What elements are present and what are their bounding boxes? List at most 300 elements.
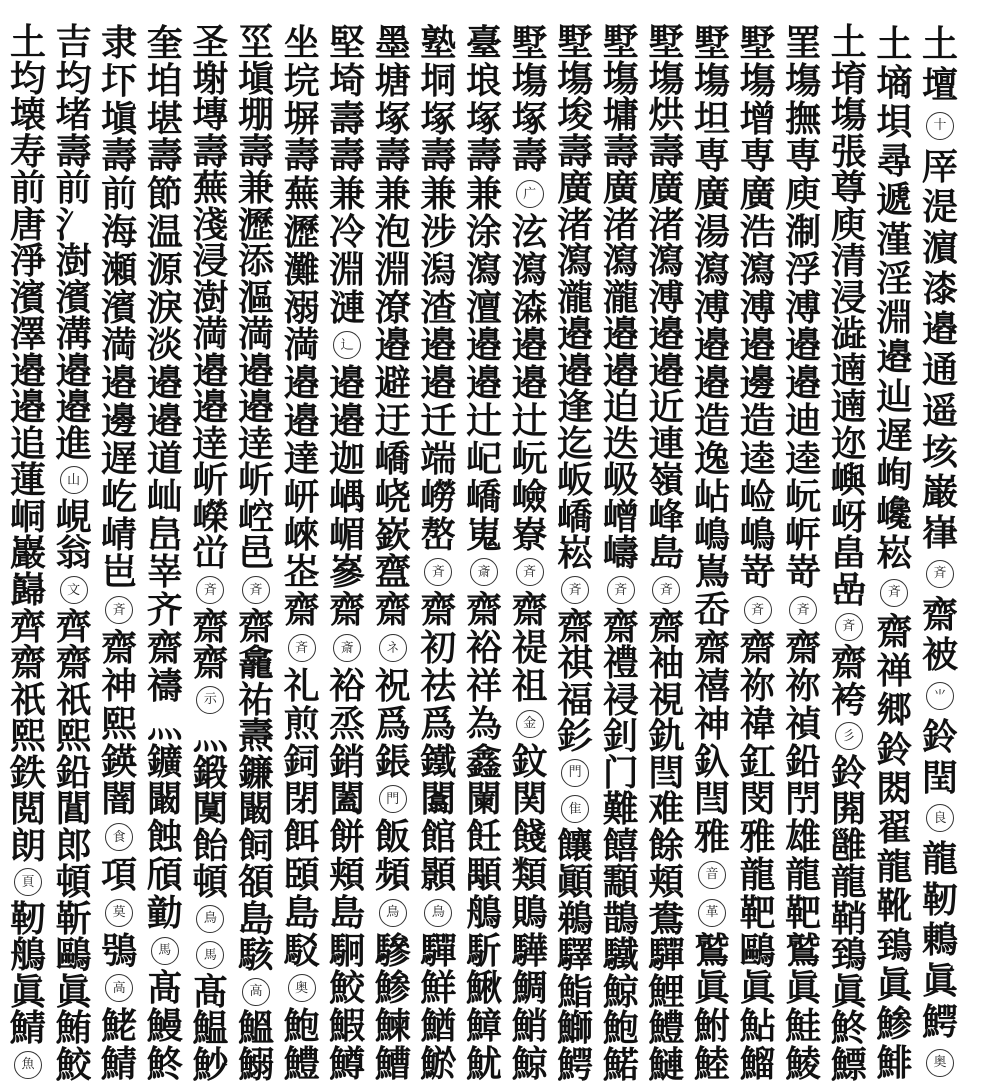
kanji-character: 蕪: [192, 167, 229, 210]
radical-badge: [416, 554, 460, 592]
radical-badge: [508, 705, 552, 743]
radical-badge: [827, 608, 871, 645]
kanji-character: 瀧: [557, 276, 594, 319]
kanji-character: 溥: [739, 286, 776, 329]
kanji-character: 邉: [146, 400, 183, 443]
kanji-character: 齋: [739, 627, 776, 670]
kanji-character: 齋: [283, 589, 320, 632]
kanji-character: 鍛: [192, 751, 229, 794]
kanji-character: 淵: [374, 248, 411, 291]
kanji-character: 浸: [830, 276, 867, 319]
kanji-character: 餅: [329, 816, 366, 859]
kanji-character: 寿: [9, 130, 46, 173]
kanji-character: 浮: [785, 248, 822, 291]
kanji-character: 鵙: [511, 891, 548, 934]
kanji-character: 墉: [602, 94, 639, 137]
kanji-character: 眞: [921, 960, 958, 1003]
kanji-character: 齋: [9, 642, 46, 685]
kanji-character: 壽: [146, 135, 183, 178]
radical-badge-label: 斉: [516, 558, 544, 586]
kanji-character: 鰯: [237, 1043, 274, 1086]
kanji-character: 眞: [876, 963, 913, 1006]
radical-badge-label: 山: [60, 466, 88, 494]
kanji-character: 項: [101, 853, 138, 896]
kanji-character: 邉: [55, 386, 92, 429]
kanji-character: 朗: [9, 824, 46, 867]
kanji-character: 罣: [785, 21, 822, 64]
kanji-character: 飪: [465, 816, 502, 859]
kanji-character: 鰮: [237, 1007, 274, 1050]
radical-badge: [918, 676, 962, 717]
radical-badge-label: 示: [196, 686, 224, 714]
kanji-character: 翟: [876, 807, 913, 850]
kanji-character: 堪: [146, 97, 183, 140]
kanji-character: 郎: [55, 824, 92, 867]
kanji-character: 鉛: [785, 740, 822, 783]
kanji-character: 駁: [283, 929, 320, 972]
kanji-character: 垌: [420, 59, 457, 102]
kanji-character: 魦: [192, 1043, 229, 1086]
kanji-character: 閆: [648, 751, 685, 794]
kanji-character: 灬: [192, 715, 229, 758]
kanji-character: 兼: [465, 173, 502, 216]
radical-badge: [52, 572, 96, 609]
kanji-character: 邉: [876, 336, 913, 379]
kanji-character: 嶸: [192, 495, 229, 538]
kanji-character: 鰤: [557, 1007, 594, 1050]
kanji-character: 閞: [830, 788, 867, 831]
kanji-character: 壽: [465, 135, 502, 178]
kanji-character: 祺: [557, 642, 594, 685]
kanji-character: 鯲: [420, 1043, 457, 1086]
kanji-character: 龍: [830, 861, 867, 904]
kanji-character: 邉: [283, 362, 320, 405]
kanji-character: 嶮: [511, 475, 548, 518]
kanji-character: 逵: [739, 437, 776, 480]
radical-badge: [188, 900, 232, 937]
kanji-character: 瀉: [739, 248, 776, 291]
radical-badge: [918, 105, 962, 146]
kanji-character: 髙: [192, 970, 229, 1013]
kanji-character: 隶: [101, 21, 138, 64]
kanji-character: 邉: [374, 324, 411, 367]
radical-badge-label: 門: [379, 785, 407, 813]
kanji-character: 鷗: [55, 934, 92, 977]
kanji-character: 邉: [648, 313, 685, 356]
kanji-character: 熙: [55, 715, 92, 758]
kanji-character: 邉: [283, 400, 320, 443]
kanji-character: 塡: [101, 97, 138, 140]
kanji-character: 吉: [55, 21, 92, 64]
kanji-character: 燾: [237, 715, 274, 758]
kanji-character: 潦: [374, 286, 411, 329]
kanji-character: 迦: [329, 437, 366, 480]
kanji-character: 餞: [511, 816, 548, 859]
kanji-character: 神: [693, 702, 730, 745]
kanji-character: 齋: [511, 589, 548, 632]
kanji-character: 裕: [329, 664, 366, 707]
radical-badge-label: 斉: [242, 576, 270, 604]
kanji-character: 造: [693, 400, 730, 443]
kanji-character: 齋: [420, 589, 457, 632]
kanji-character: 袖: [648, 642, 685, 685]
kanji-character: 壽: [55, 130, 92, 173]
kanji-character: 祲: [602, 678, 639, 721]
kanji-character: 壽: [237, 130, 274, 173]
kanji-character: 巉: [876, 493, 913, 536]
kanji-character: 鮒: [693, 1005, 730, 1048]
radical-badge-label: 鳥: [424, 899, 452, 927]
kanji-character: 頬: [648, 861, 685, 904]
kanji-character: 顥: [420, 853, 457, 896]
kanji-character: 眞: [785, 967, 822, 1010]
kanji-character: 祥: [465, 664, 502, 707]
kanji-character: 濱: [55, 276, 92, 319]
kanji-character: 巖: [9, 532, 46, 575]
kanji-character: 饎: [602, 824, 639, 867]
kanji-character: 堅: [329, 21, 366, 64]
radical-badge-label: 馬: [196, 941, 224, 969]
kanji-character: 駉: [329, 929, 366, 972]
kanji-character: 鷗: [739, 929, 776, 972]
kanji-character: 鯪: [785, 1043, 822, 1086]
kanji-character: 禔: [511, 627, 548, 670]
kanji-character: 齍: [374, 551, 411, 594]
kanji-character: 圷: [101, 59, 138, 102]
kanji-character: 瀧: [602, 276, 639, 319]
kanji-character: 避: [374, 362, 411, 405]
kanji-character: 濱: [101, 286, 138, 329]
kanji-character: 齊: [9, 605, 46, 648]
kanji-character: 渣: [420, 286, 457, 329]
kanji-character: 遖: [830, 386, 867, 429]
kanji-character: 張: [830, 130, 867, 173]
radical-badge-label: 广: [516, 180, 544, 208]
kanji-character: 崝: [101, 513, 138, 556]
kanji-character: 塲: [648, 57, 685, 100]
radical-badge: [188, 681, 232, 718]
kanji-character: 爲: [420, 702, 457, 745]
kanji-character: 邉: [101, 362, 138, 405]
radical-badge: [416, 894, 460, 932]
radical-badge: [97, 970, 141, 1008]
kanji-character: 土: [830, 21, 867, 64]
kanji-character: 嵒: [830, 569, 867, 611]
radical-badge-label: 奥: [288, 974, 316, 1002]
kanji-character: 瀝: [237, 203, 274, 246]
kanji-character: 埈: [557, 94, 594, 137]
kanji-character: 雅: [739, 816, 776, 859]
kanji-character: 鈴: [921, 715, 958, 758]
radical-badge-label: ネ: [379, 634, 407, 662]
kanji-character: 鰙: [602, 1043, 639, 1086]
kanji-character: 塲: [602, 57, 639, 100]
kanji-character: 岓: [237, 459, 274, 502]
kanji-character: 驖: [602, 934, 639, 977]
kanji-character: 祢: [785, 664, 822, 707]
kanji-character: 嶗: [420, 475, 457, 518]
kanji-character: 崄: [739, 475, 776, 518]
radical-badge-label: 斉: [926, 560, 954, 588]
kanji-character: 墒: [876, 61, 913, 104]
kanji-character: 驒: [420, 929, 457, 972]
kanji-character: 鈫: [511, 740, 548, 783]
kanji-character: 淛: [785, 211, 822, 253]
radical-badge-label: 頁: [14, 868, 42, 896]
kanji-character: 嶔: [374, 513, 411, 556]
kanji-character: 礼: [283, 664, 320, 707]
kanji-character: 視: [648, 678, 685, 721]
kanji-character: 淚: [146, 286, 183, 329]
kanji-character: 魷: [465, 1043, 502, 1086]
radical-badge: [872, 573, 916, 612]
kanji-character: 塲: [830, 94, 867, 137]
kanji-character: 巋: [9, 569, 46, 611]
radical-badge-label: ⺌: [926, 682, 954, 710]
kanji-character: 驒: [648, 934, 685, 977]
kanji-character: 鰐: [557, 1043, 594, 1086]
kanji-character: 垍: [146, 59, 183, 102]
kanji-character: 溥: [648, 276, 685, 319]
kanji-character: 禕: [739, 702, 776, 745]
kanji-character: 釚: [648, 715, 685, 758]
kanji-character: 邉: [329, 362, 366, 405]
kanji-character: 龍: [785, 853, 822, 896]
kanji-character: 馸: [465, 929, 502, 972]
kanji-character: 齊: [55, 605, 92, 648]
kanji-character: 坦: [693, 97, 730, 140]
kanji-character: 為: [465, 702, 502, 745]
kanji-character: 嵎: [329, 475, 366, 518]
kanji-character: 岾: [693, 475, 730, 518]
kanji-character: 蝕: [146, 816, 183, 859]
kanji-character: 邉: [557, 313, 594, 356]
kanji-character: 塾: [420, 21, 457, 64]
kanji-character: 峜: [283, 551, 320, 594]
radical-badge-label: 食: [105, 823, 133, 851]
kanji-character: 堵: [55, 94, 92, 137]
radical-badge: [736, 591, 780, 629]
kanji-character: 飴: [192, 824, 229, 867]
kanji-character: 岋: [602, 459, 639, 502]
kanji-character: 瀬: [101, 248, 138, 291]
kanji-character: 壽: [329, 135, 366, 178]
kanji-character: 崧: [876, 532, 913, 575]
kanji-character: 齋: [602, 605, 639, 648]
kanji-character: 満: [192, 313, 229, 356]
kanji-character: 淨: [9, 240, 46, 283]
radical-badge-label: 斉: [105, 596, 133, 624]
radical-badge-label: 奥: [926, 1049, 954, 1077]
kanji-character: 鐵: [420, 740, 457, 783]
kanji-character: 餌: [283, 816, 320, 859]
kanji-character: 塡: [237, 57, 274, 100]
kanji-character: 鋹: [374, 740, 411, 783]
kanji-character: 鯉: [648, 970, 685, 1013]
kanji-character: 齋: [192, 605, 229, 648]
kanji-character: 専: [739, 135, 776, 178]
kanji-character: 屺: [465, 437, 502, 480]
kanji-character: 邊: [101, 400, 138, 443]
kanji-character: 峋: [876, 454, 913, 497]
kanji-character: 渚: [648, 203, 685, 246]
kanji-character: 雝: [830, 824, 867, 867]
kanji-character: 迄: [557, 422, 594, 465]
kanji-character: 淵: [329, 248, 366, 291]
kanji-character: 祇: [9, 678, 46, 721]
kanji-character: 壽: [374, 135, 411, 178]
kanji-character: 釞: [693, 740, 730, 783]
kanji-character: 島: [648, 532, 685, 575]
kanji-character: 岍: [283, 475, 320, 518]
kanji-character: 漌: [876, 218, 913, 261]
kanji-character: 溥: [785, 286, 822, 329]
kanji-character: 鱧: [283, 1043, 320, 1086]
kanji-character: 靭: [921, 878, 958, 921]
kanji-character: 邉: [465, 324, 502, 367]
kanji-character: 鷲: [693, 929, 730, 972]
kanji-character: 垓: [921, 430, 958, 473]
kanji-character: 煎: [283, 702, 320, 745]
kanji-character: 塲: [739, 59, 776, 102]
kanji-character: 峊: [146, 513, 183, 556]
kanji-character: 漣: [329, 286, 366, 329]
kanji-character: 堋: [237, 94, 274, 137]
kanji-character: 蕪: [283, 173, 320, 216]
kanji-character: 崆: [237, 495, 274, 538]
kanji-character: 塀: [283, 97, 320, 140]
kanji-character: 鮹: [511, 1005, 548, 1048]
kanji-character: 崍: [283, 513, 320, 556]
kanji-character: 鮪: [55, 1007, 92, 1050]
kanji-character: 岅: [557, 459, 594, 502]
kanji-character: 鰱: [648, 1043, 685, 1086]
kanji-character: 前: [55, 167, 92, 210]
kanji-character: 齋: [465, 589, 502, 632]
kanji-character: 峴: [55, 495, 92, 538]
radical-badge: [553, 572, 597, 609]
kanji-character: 淫: [876, 257, 913, 300]
kanji-character: 堉: [830, 57, 867, 100]
radical-badge: [918, 798, 962, 839]
kanji-character: 添: [237, 240, 274, 283]
kanji-character: 靶: [785, 891, 822, 934]
kanji-character: 壽: [602, 130, 639, 173]
kanji-character: 邉: [146, 362, 183, 405]
kanji-character: 兼: [420, 173, 457, 216]
kanji-character: 潹: [511, 286, 548, 329]
kanji-character: 逵: [785, 437, 822, 480]
kanji-character: 袴: [830, 678, 867, 721]
kanji-character: 前: [9, 167, 46, 210]
kanji-character: 進: [55, 422, 92, 465]
kanji-character: 迁: [420, 400, 457, 443]
kanji-character: 鐮: [237, 751, 274, 794]
kanji-character: 頟: [237, 861, 274, 904]
kanji-character: 齋: [55, 642, 92, 685]
kanji-character: 蓮: [9, 459, 46, 502]
kanji-character: 造: [739, 400, 776, 443]
radical-badge: [553, 791, 597, 828]
kanji-character: 迪: [785, 400, 822, 443]
kanji-character: 顬: [602, 861, 639, 904]
kanji-character: 嶺: [648, 459, 685, 502]
kanji-character: 溺: [283, 286, 320, 329]
kanji-character: 頓: [192, 861, 229, 904]
kanji-character: 満: [101, 324, 138, 367]
radical-badge: [97, 591, 141, 629]
kanji-character: 龕: [237, 642, 274, 685]
kanji-character: 峰: [648, 495, 685, 538]
kanji-character: 墅: [648, 21, 685, 64]
kanji-character: 鮑: [602, 1007, 639, 1050]
kanji-character: 靳: [55, 897, 92, 940]
kanji-character: 庾: [785, 173, 822, 216]
kanji-character: 邉: [511, 362, 548, 405]
radical-badge: [918, 1042, 962, 1083]
kanji-character: 塲: [557, 57, 594, 100]
kanji-character: 嵾: [329, 551, 366, 594]
kanji-character: 逹: [192, 422, 229, 465]
kanji-character: 眞: [9, 970, 46, 1013]
kanji-character: 眞: [693, 967, 730, 1010]
kanji-character: 齐: [146, 589, 183, 632]
kanji-character: 嶋: [739, 513, 776, 556]
kanji-character: 兼: [237, 167, 274, 210]
kanji-character: 靭: [9, 897, 46, 940]
kanji-character: 源: [146, 248, 183, 291]
kanji-character: 飯: [374, 816, 411, 859]
radical-badge-label: 斉: [288, 634, 316, 662]
kanji-character: 邉: [9, 386, 46, 429]
kanji-character: 浩: [739, 211, 776, 253]
kanji-character: 鮗: [830, 1007, 867, 1050]
radical-badge: [690, 856, 734, 894]
radical-badge-label: 斉: [744, 596, 772, 624]
kanji-character: 邉: [602, 313, 639, 356]
kanji-character: 関: [511, 778, 548, 821]
kanji-character: 鯡: [876, 1042, 913, 1085]
kanji-character: 邉: [192, 349, 229, 392]
kanji-character: 鈴: [876, 728, 913, 771]
kanji-character: 禅: [876, 650, 913, 693]
kanji-character: 兼: [374, 173, 411, 216]
kanji-character: 鯵: [374, 967, 411, 1010]
kanji-character: 坐: [283, 21, 320, 64]
kanji-character: 灬: [146, 702, 183, 745]
kanji-character: 瀉: [557, 240, 594, 283]
kanji-character: 鉄: [9, 751, 46, 794]
kanji-character: 瀉: [602, 240, 639, 283]
kanji-character: 㟁: [785, 513, 822, 556]
kanji-character: 氵: [55, 203, 92, 246]
kanji-character: 鴞: [101, 929, 138, 972]
kanji-character: 頎: [146, 853, 183, 896]
kanji-character: 閉: [283, 778, 320, 821]
kanji-character: 驂: [374, 929, 411, 972]
kanji-character: 漆: [921, 267, 958, 310]
kanji-character: 雄: [785, 816, 822, 859]
kanji-character: 邉: [420, 362, 457, 405]
kanji-character: 渚: [602, 203, 639, 246]
kanji-character: 厗: [921, 145, 958, 188]
kanji-character: 邑: [237, 532, 274, 575]
kanji-character: 均: [9, 57, 46, 100]
kanji-character: 畠: [830, 532, 867, 575]
kanji-character: 嶅: [420, 513, 457, 556]
radical-badge: [918, 554, 962, 595]
kanji-character: 逹: [237, 422, 274, 465]
